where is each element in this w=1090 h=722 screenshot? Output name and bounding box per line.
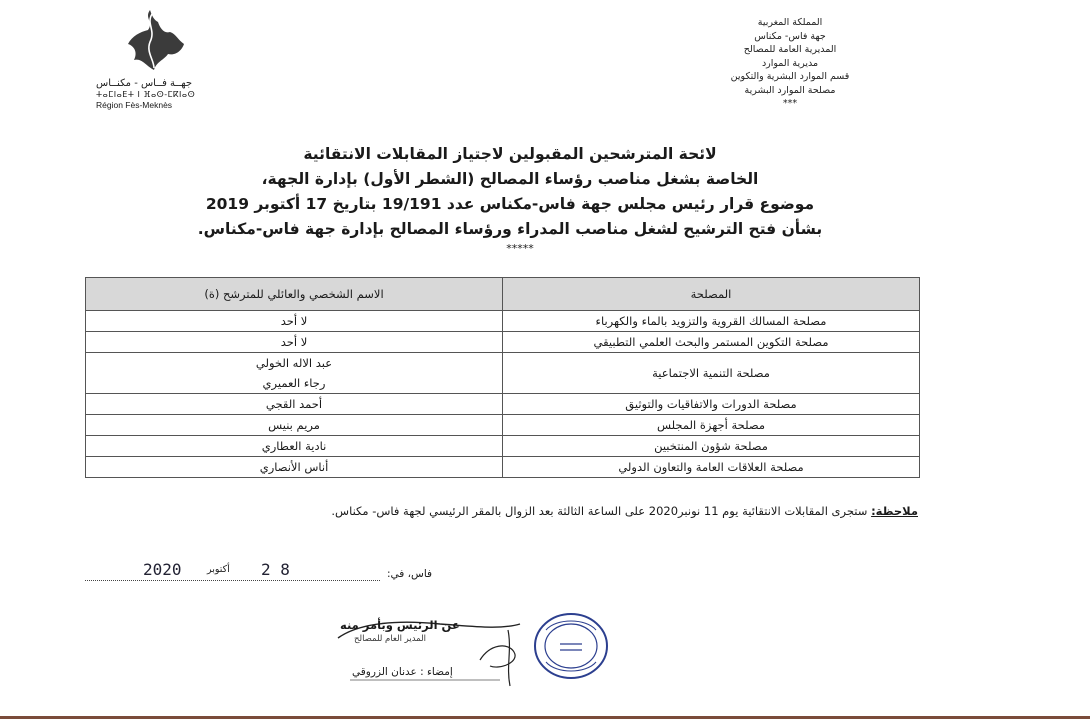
- admin-line: المملكة المغربية: [757, 17, 823, 28]
- title-line-2: الخاصة بشغل مناصب رؤساء المصالح (الشطر الأول) بإدارة الجهة،: [261, 170, 759, 188]
- date-month: أكتوبر: [207, 564, 230, 575]
- interview-note: [90, 504, 918, 518]
- date-day: 2 8: [261, 560, 290, 579]
- table-header-row: [86, 278, 920, 311]
- date-line: [85, 558, 445, 588]
- signature-line-2: المدير العام للمصالح: [354, 634, 427, 644]
- table-row: [86, 436, 920, 457]
- note-text: ستجرى المقابلات الانتقائية يوم 11 نونبر2020 على الساعة الثالثة بعد الزوال بالمقر الرئيسي لجهة فاس- مكناس.: [331, 504, 872, 518]
- document-title: [100, 142, 920, 242]
- region-map-icon: [110, 8, 190, 76]
- logo-tifinagh-text: ⵜⴰⵎⵏⴰⴹⵜ ⵏ ⴼⴰⵙ-ⵎⴽⵏⴰⵙ: [96, 90, 196, 99]
- date-year: 2020: [143, 560, 182, 579]
- admin-line: مصلحة الموارد البشرية: [744, 84, 836, 96]
- signature-line-3: إمضاء : عدنان الزروقي: [352, 666, 453, 678]
- header-department: المصلحة: [503, 278, 920, 311]
- table-row: [86, 353, 920, 394]
- department-cell: مصلحة أجهزة المجلس: [503, 415, 920, 436]
- candidate-cell: لا أحد: [86, 332, 503, 353]
- candidates-table: [85, 277, 920, 478]
- table-row: [86, 332, 920, 353]
- candidate-cell: مريم بنيس: [86, 415, 503, 436]
- department-cell: مصلحة شؤون المنتخبين: [503, 436, 920, 457]
- table-row: [86, 457, 920, 478]
- table-row: [86, 311, 920, 332]
- candidate-cell: [86, 353, 503, 394]
- admin-line: المديرية العامة للمصالح: [743, 44, 837, 55]
- candidate-name: رجاء العميري: [262, 376, 326, 390]
- admin-line: ***: [782, 98, 798, 109]
- bottom-border: [0, 716, 1090, 719]
- department-cell: مصلحة الدورات والاتفاقيات والتوثيق: [503, 394, 920, 415]
- candidate-cell: أحمد القجي: [86, 394, 503, 415]
- department-cell: مصلحة العلاقات العامة والتعاون الدولي: [503, 457, 920, 478]
- header-candidate: الاسم الشخصي والعائلي للمترشح (ة): [86, 278, 503, 311]
- department-cell: مصلحة التنمية الاجتماعية: [503, 353, 920, 394]
- date-place-label: فاس، في:: [387, 568, 433, 580]
- official-stamp-icon: [530, 610, 612, 682]
- administrative-header: [680, 16, 900, 111]
- note-label: ملاحظة:: [871, 504, 918, 518]
- title-line-4: بشأن فتح الترشيح لشغل مناصب المدراء ورؤساء المصالح بإدارة جهة فاس-مكناس.: [197, 220, 823, 238]
- title-line-1: لائحة المترشحين المقبولين لاجتياز المقابلات الانتقائية: [303, 145, 717, 163]
- dotted-line: [85, 580, 380, 581]
- title-separator: *****: [506, 242, 534, 255]
- candidate-cell: نادية العطاري: [86, 436, 503, 457]
- candidate-name: عبد الاله الخولي: [255, 356, 333, 370]
- admin-line: جهة فاس- مكناس: [754, 30, 826, 42]
- candidate-cell: أناس الأنصاري: [86, 457, 503, 478]
- admin-line: قسم الموارد البشرية والتكوين: [730, 71, 850, 82]
- candidate-cell: لا أحد: [86, 311, 503, 332]
- region-logo: [88, 8, 238, 108]
- department-cell: مصلحة المسالك القروية والتزويد بالماء والكهرباء: [503, 311, 920, 332]
- admin-line: مديرية الموارد: [761, 57, 819, 69]
- logo-french-text: Région Fès-Meknès: [96, 100, 173, 110]
- logo-arabic-text: جهــة فــاس - مكنــاس: [96, 78, 193, 89]
- department-cell: مصلحة التكوين المستمر والبحث العلمي التطبيقي: [503, 332, 920, 353]
- table-row: [86, 394, 920, 415]
- title-line-3: موضوع قرار رئيس مجلس جهة فاس-مكناس عدد 19/191 بتاريخ 17 أكتوبر 2019: [205, 195, 815, 213]
- table-row: [86, 415, 920, 436]
- signature-line-1: عن الرئيس وبأمر منه: [340, 618, 460, 632]
